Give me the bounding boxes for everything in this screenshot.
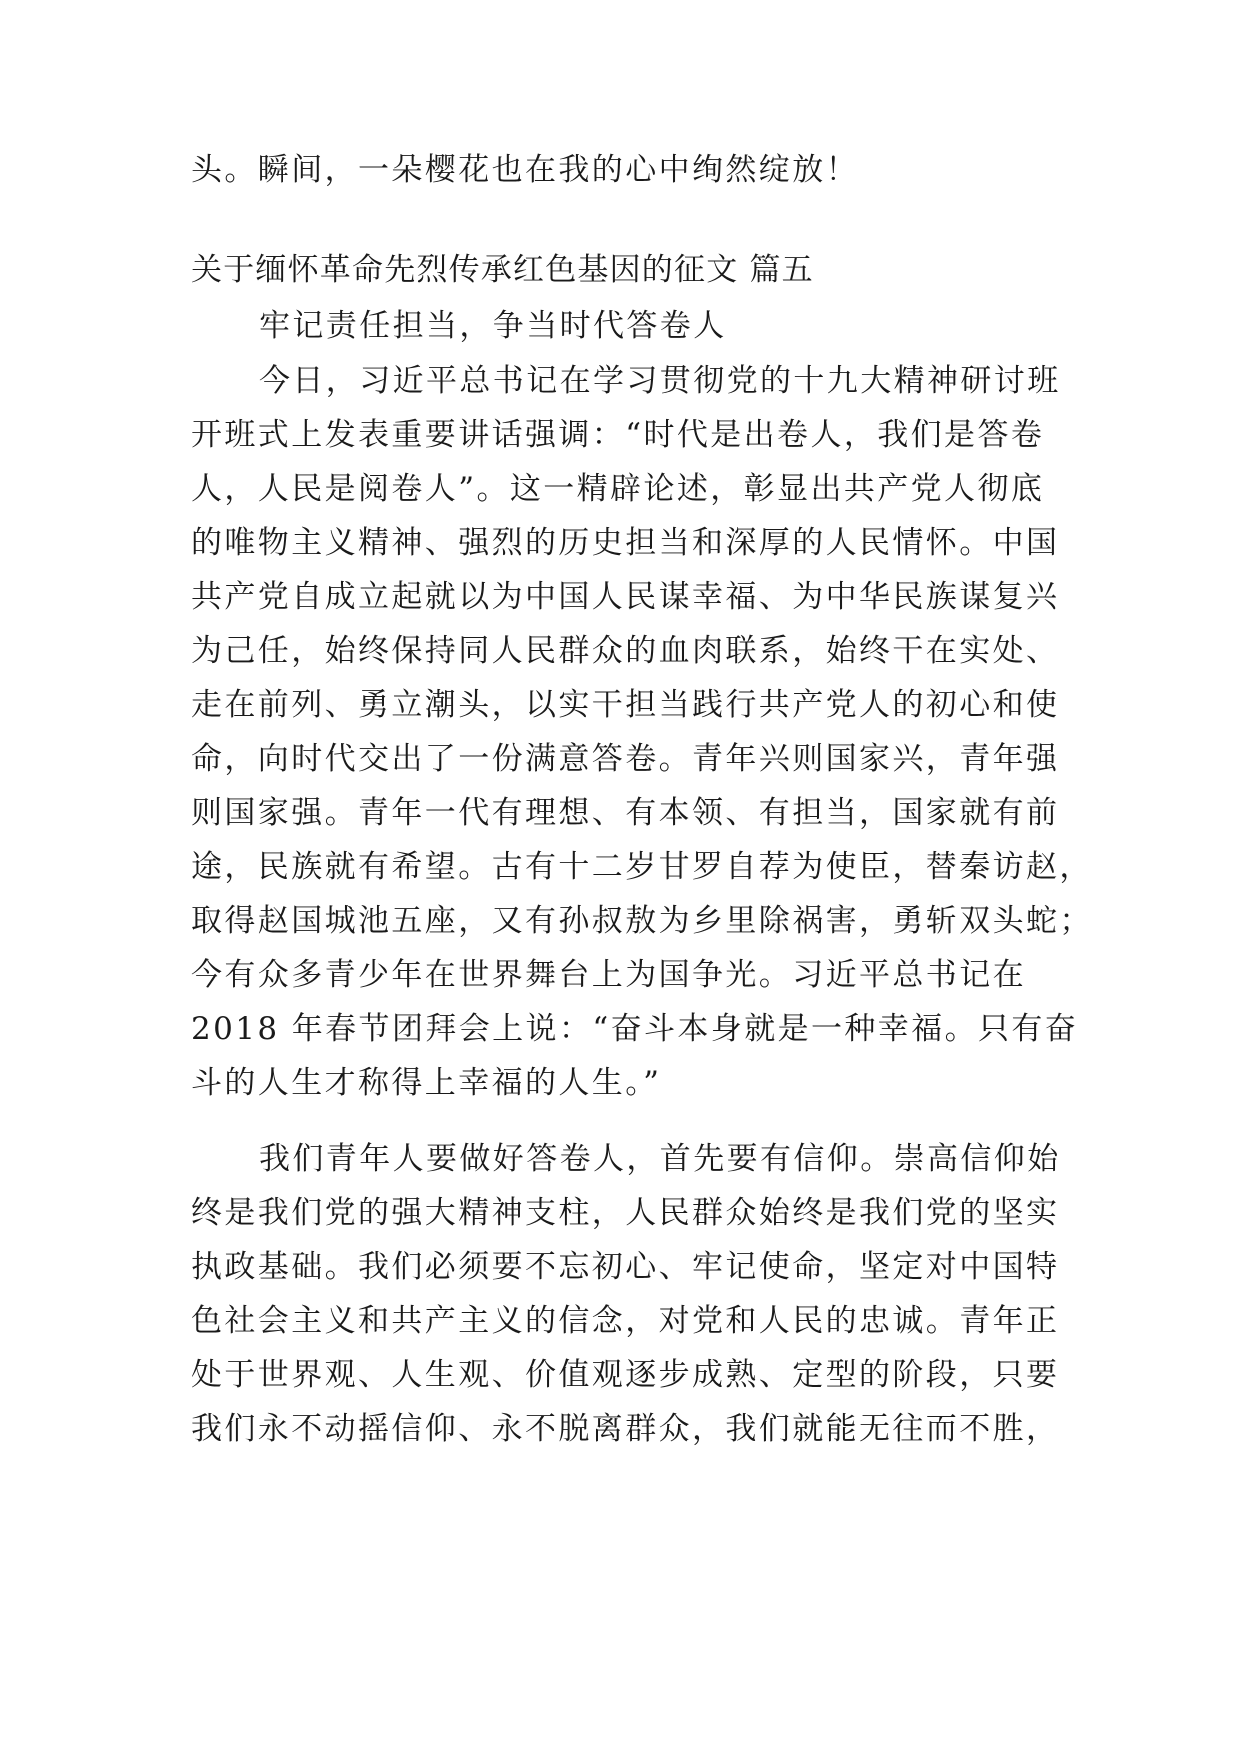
paragraph-line: 共产党自成立起就以为中国人民谋幸福、为中华民族谋复兴 bbox=[191, 579, 1060, 615]
paragraph-line: 为己任，始终保持同人民群众的血肉联系，始终干在实处、 bbox=[191, 633, 1060, 669]
paragraph-line: 我们青年人要做好答卷人，首先要有信仰。崇高信仰始 bbox=[259, 1141, 1061, 1177]
paragraph-line: 2018 年春节团拜会上说：“奋斗本身就是一种幸福。只有奋 bbox=[191, 1011, 1079, 1047]
paragraph-line: 人，人民是阅卷人”。这一精辟论述，彰显出共产党人彻底 bbox=[191, 471, 1045, 507]
paragraph-line: 走在前列、勇立潮头，以实干担当践行共产党人的初心和使 bbox=[191, 687, 1060, 723]
paragraph-line: 途，民族就有希望。古有十二岁甘罗自荐为使臣，替秦访赵， bbox=[191, 849, 1093, 885]
paragraph-line: 色社会主义和共产主义的信念，对党和人民的忠诚。青年正 bbox=[191, 1303, 1060, 1339]
paragraph-line: 今日，习近平总书记在学习贯彻党的十九大精神研讨班 bbox=[259, 363, 1061, 399]
paragraph-line: 我们永不动摇信仰、永不脱离群众，我们就能无往而不胜， bbox=[191, 1411, 1060, 1447]
paragraph-line: 今有众多青少年在世界舞台上为国争光。习近平总书记在 bbox=[191, 957, 1026, 993]
paragraph-line: 的唯物主义精神、强烈的历史担当和深厚的人民情怀。中国 bbox=[191, 525, 1060, 561]
paragraph-line: 终是我们党的强大精神支柱，人民群众始终是我们党的坚实 bbox=[191, 1195, 1060, 1231]
paragraph-line: 处于世界观、人生观、价值观逐步成熟、定型的阶段，只要 bbox=[191, 1357, 1060, 1393]
essay-title: 牢记责任担当，争当时代答卷人 bbox=[259, 308, 727, 344]
paragraph-line: 命，向时代交出了一份满意答卷。青年兴则国家兴，青年强 bbox=[191, 741, 1060, 777]
paragraph-line: 取得赵国城池五座，又有孙叔敖为乡里除祸害，勇斩双头蛇； bbox=[191, 903, 1093, 939]
paragraph-line: 斗的人生才称得上幸福的人生。” bbox=[191, 1065, 662, 1101]
paragraph-line: 头。瞬间，一朵樱花也在我的心中绚然绽放！ bbox=[191, 152, 859, 188]
section-title: 关于缅怀革命先烈传承红色基因的征文 篇五 bbox=[191, 252, 814, 288]
paragraph-line: 执政基础。我们必须要不忘初心、牢记使命，坚定对中国特 bbox=[191, 1249, 1060, 1285]
paragraph-line: 开班式上发表重要讲话强调：“时代是出卷人，我们是答卷 bbox=[191, 417, 1045, 453]
paragraph-line: 则国家强。青年一代有理想、有本领、有担当，国家就有前 bbox=[191, 795, 1060, 831]
